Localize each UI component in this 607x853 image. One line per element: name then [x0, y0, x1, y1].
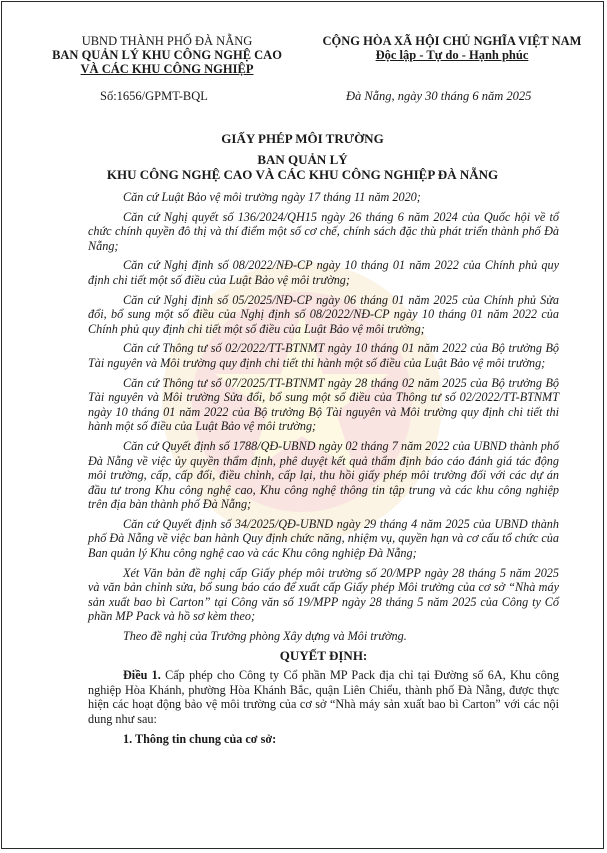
title-line-1: GIẤY PHÉP MÔI TRƯỜNG [221, 131, 384, 146]
title-line-3: KHU CÔNG NGHỆ CAO VÀ CÁC KHU CÔNG NGHIỆP ĐÀ NẴNG [106, 167, 499, 182]
authority-line-3: VÀ CÁC KHU CÔNG NGHIỆP [80, 62, 254, 76]
section-1-heading: 1. Thông tin chung của cơ sở: [123, 731, 277, 746]
article-1 [88, 668, 559, 726]
preamble-paragraph: Căn cứ Nghị quyết số 136/2024/QH15 ngày 26 tháng 6 năm 2024 của Quốc hội về tổ chức chính quyền đô thị và thí điểm một số cơ chế, chính sách đặc thù phát triển thành phố Đà Nẵng; [88, 209, 559, 253]
preamble-paragraph: Căn cứ Thông tư số 02/2022/TT-BTNMT ngày 10 tháng 01 năm 2022 của Bộ trưởng Bộ Tài nguyên và Môi trường quy định chi tiết thi hành một số điều của Luật Bảo vệ môi trường; [88, 341, 559, 370]
article-1-text: Cấp phép cho Công ty Cổ phần MP Pack địa chỉ tại Đường số 6A, Khu công nghiệp Hòa Khánh, phường Hòa Khánh Bắc, quận Liên Chiểu, thành phố Đà Nẵng, được thực hiện các hoạt động bảo vệ môi trường của cơ sở “Nhà máy sản xuất bao bì Carton” với các nội dung như sau: [88, 668, 559, 726]
authority-line-2: BAN QUẢN LÝ KHU CÔNG NGHỆ CAO [52, 48, 282, 62]
preamble-paragraph: Căn cứ Thông tư số 07/2025/TT-BTNMT ngày 28 tháng 02 năm 2025 của Bộ trưởng Bộ Tài nguyên và Môi trường Sửa đổi, bổ sung một số điều của Thông tư số 02/2022/TT-BTNMT ngày 10 tháng 01 năm 2022 của Bộ trưởng Bộ Tài nguyên và Môi trường quy định chi tiết thi hành một số điều của Luật Bảo vệ môi trường; [88, 375, 559, 434]
preamble-paragraph: Theo đề nghị của Trưởng phòng Xây dựng và Môi trường. [123, 629, 407, 644]
preamble-paragraph: Căn cứ Nghị định số 08/2022/NĐ-CP ngày 10 tháng 01 năm 2022 của Chính phủ quy định chi tiết một số điều của Luật Bảo vệ môi trường; [88, 258, 559, 287]
preamble-paragraph: Căn cứ Quyết định số 1788/QĐ-UBND ngày 02 tháng 7 năm 2022 của UBND thành phố Đà Nẵng về việc ủy quyền thẩm định, phê duyệt kết quả thẩm định báo cáo đánh giá tác động môi trường, cấp, cấp đổi, điều chỉnh, cấp lại, thu hồi giấy phép môi trường đối với các dự án đầu tư trong Khu công nghệ cao, Khu công nghệ thông tin tập trung và các khu công nghiệp trên địa bàn thành phố Đà Nẵng; [88, 438, 559, 512]
country-name: CỘNG HÒA XÃ HỘI CHỦ NGHĨA VIỆT NAM [322, 34, 582, 48]
motto: Độc lập - Tự do - Hạnh phúc [375, 48, 529, 62]
decision-heading: QUYẾT ĐỊNH: [279, 647, 368, 663]
preamble-paragraph: Xét Văn bản đề nghị cấp Giấy phép môi trường số 20/MPP ngày 28 tháng 5 năm 2025 và văn bản chỉnh sửa, bổ sung báo cáo để xuất cấp Giấy phép Môi trường của cơ sở “Nhà máy sản xuất bao bì Carton” tại Công văn số 19/MPP ngày 28 tháng 5 năm 2025 của Công ty Cổ phần MP Pack và hồ sơ kèm theo; [88, 565, 559, 624]
issuing-authority [42, 34, 292, 76]
document-body [88, 190, 559, 747]
preamble-paragraph: Căn cứ Nghị định số 05/2025/NĐ-CP ngày 06 tháng 01 năm 2025 của Chính phủ Sửa đổi, bổ sung một số điều của Nghị định số 08/2022/NĐ-CP ngày 10 tháng 01 năm 2022 của Chính phủ quy định chi tiết một số điều của Luật Bảo vệ môi trường; [88, 292, 559, 336]
national-motto [307, 34, 597, 62]
authority-line-1: UBND THÀNH PHỐ ĐÀ NẴNG [81, 34, 253, 48]
issue-date: Đà Nẵng, ngày 30 tháng 6 năm 2025 [346, 89, 532, 103]
document-page [1, 1, 604, 849]
document-title [2, 132, 603, 182]
title-line-2: BAN QUẢN LÝ [257, 152, 348, 167]
preamble-paragraph: Căn cứ Luật Bảo vệ môi trường ngày 17 tháng 11 năm 2020; [123, 190, 421, 204]
document-number: Số:1656/GPMT-BQL [100, 89, 208, 103]
preamble-paragraph: Căn cứ Quyết định số 34/2025/QĐ-UBND ngày 29 tháng 4 năm 2025 của UBND thành phố Đà Nẵng về việc ban hành Quy định chức năng, nhiệm vụ, quyền hạn và cơ cấu tổ chức của Ban quản lý Khu công nghệ cao và các Khu công nghiệp Đà Nẵng; [88, 516, 559, 561]
article-1-label: Điều 1. [123, 668, 161, 683]
